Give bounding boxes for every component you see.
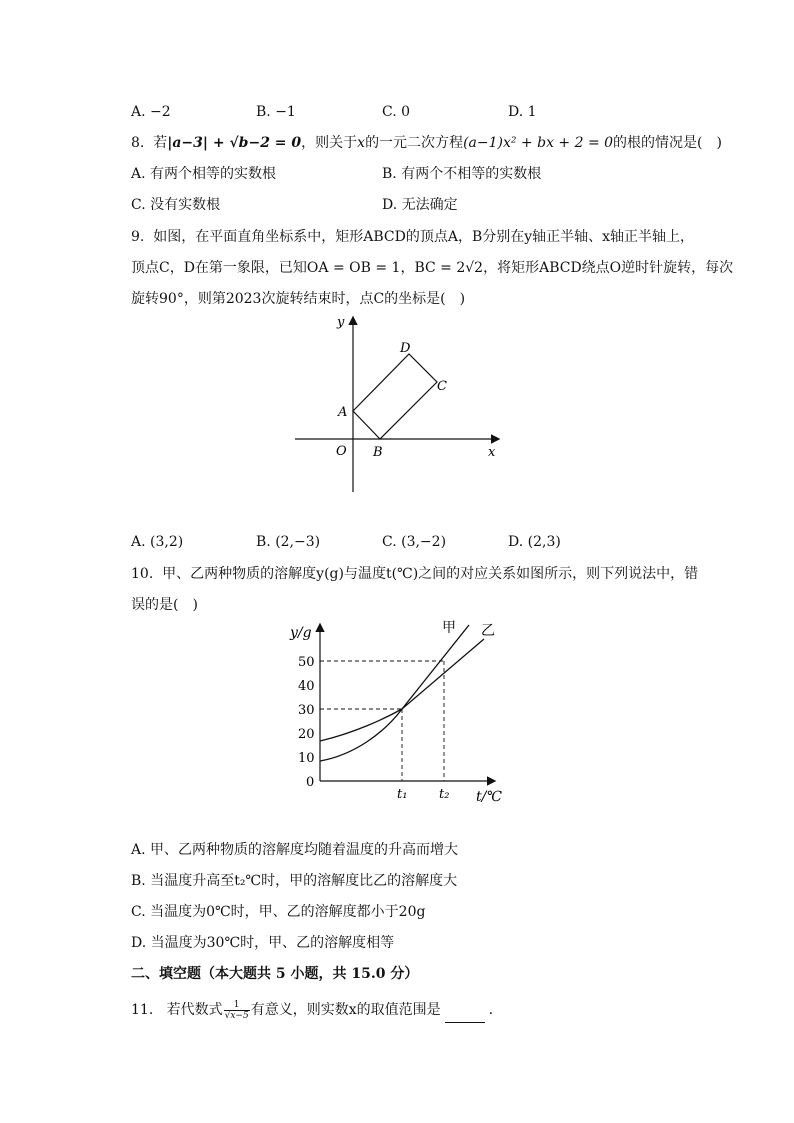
q9-option-a: A. (3,2)	[131, 534, 184, 550]
q10-option-c: C. 当温度为0℃时，甲、乙的溶解度都小于20g	[131, 904, 426, 920]
q11-period: .	[488, 1002, 494, 1018]
q8-stem	[131, 133, 722, 153]
q10-option-d: D. 当温度为30℃时，甲、乙的溶解度相等	[131, 935, 395, 951]
q9-option-d: D. (2,3)	[508, 534, 561, 550]
q9-option-c: C. (3,−2)	[382, 534, 447, 550]
q10-figure	[284, 615, 514, 810]
q9-line2: 顶点C，D在第一象限，已知OA = OB = 1，BC = 2√2，将矩形ABCD绕点O逆时针旋转，每次	[131, 260, 734, 276]
ytick-30: 30	[298, 703, 315, 718]
answer-blank[interactable]	[445, 1008, 485, 1023]
series-label-yi: 乙	[481, 623, 495, 639]
q8-equation: (a−1)x² + bx + 2 = 0	[463, 135, 614, 151]
q11-fraction	[224, 1000, 250, 1021]
q10-option-a: A. 甲、乙两种物质的溶解度均随着温度的升高而增大	[131, 842, 459, 858]
q7-option-d: D. 1	[508, 104, 537, 120]
q9-line1	[131, 227, 694, 247]
q8-option-b: B. 有两个不相等的实数根	[382, 166, 542, 182]
q8-text: 的一元二次方程	[365, 135, 464, 151]
q10-line1	[131, 564, 698, 584]
q9-figure	[290, 312, 510, 497]
series-label-jia: 甲	[442, 620, 456, 636]
q9-number: 9.	[131, 229, 145, 245]
q8-option-d: D. 无法确定	[382, 197, 458, 213]
curve-jia	[320, 625, 469, 761]
q8-condition: |a−3| + √b−2 = 0	[167, 135, 302, 151]
q8-text: 的根的情况是( )	[613, 135, 722, 151]
ytick-0: 0	[306, 775, 315, 790]
q10-text: 甲、乙两种物质的溶解度y(g)与温度t(℃)之间的对应关系如图所示，则下列说法中，错	[162, 566, 699, 582]
ytick-40: 40	[298, 679, 315, 694]
label-y: y	[337, 315, 345, 330]
q7-option-b: B. −1	[256, 104, 296, 120]
q7-option-a: A. −2	[131, 104, 171, 120]
q8-option-a: A. 有两个相等的实数根	[131, 166, 277, 182]
q9-option-b: B. (2,−3)	[256, 534, 321, 550]
q10-line2: 误的是( )	[131, 597, 198, 613]
ytick-10: 10	[298, 751, 315, 766]
q8-option-c: C. 没有实数根	[131, 197, 221, 213]
q8-var: x	[357, 135, 366, 151]
ytick-50: 50	[298, 655, 315, 670]
label-d: D	[400, 341, 411, 356]
section-title: 二、填空题（本大题共 5 小题，共 15.0 分）	[131, 966, 419, 982]
rectangle-abcd	[353, 354, 437, 439]
fraction-denominator: √x−5	[224, 1010, 249, 1021]
fraction-numerator: 1	[224, 1000, 250, 1011]
label-x: x	[488, 445, 496, 460]
q9-text: 如图，在平面直角坐标系中，矩形ABCD的顶点A，B分别在y轴正半轴、x轴正半轴上，	[153, 229, 695, 245]
q11-stem	[131, 997, 493, 1023]
xlabel: t/℃	[476, 789, 503, 805]
q10-option-b: B. 当温度升高至t₂℃时，甲的溶解度比乙的溶解度大	[131, 873, 458, 889]
q7-option-c: C. 0	[382, 104, 411, 120]
q8-text: ，则关于	[301, 135, 358, 151]
ylabel: y/g	[290, 625, 312, 641]
label-c: C	[437, 379, 447, 394]
q11-number: 11.	[131, 1002, 154, 1018]
xtick-t1: t₁	[397, 787, 408, 802]
xtick-t2: t₂	[439, 787, 450, 802]
label-o: O	[336, 444, 347, 459]
q11-text: 若代数式	[166, 1002, 223, 1018]
q8-number: 8.	[131, 135, 145, 151]
q9-line3: 旋转90°，则第2023次旋转结束时，点C的坐标是( )	[131, 291, 466, 307]
q10-number: 10.	[131, 566, 154, 582]
ytick-20: 20	[298, 727, 315, 742]
label-a: A	[338, 405, 348, 420]
q11-text: 有意义，则实数x的取值范围是	[250, 1002, 441, 1018]
q8-text: 若	[153, 135, 168, 151]
label-b: B	[373, 445, 383, 460]
